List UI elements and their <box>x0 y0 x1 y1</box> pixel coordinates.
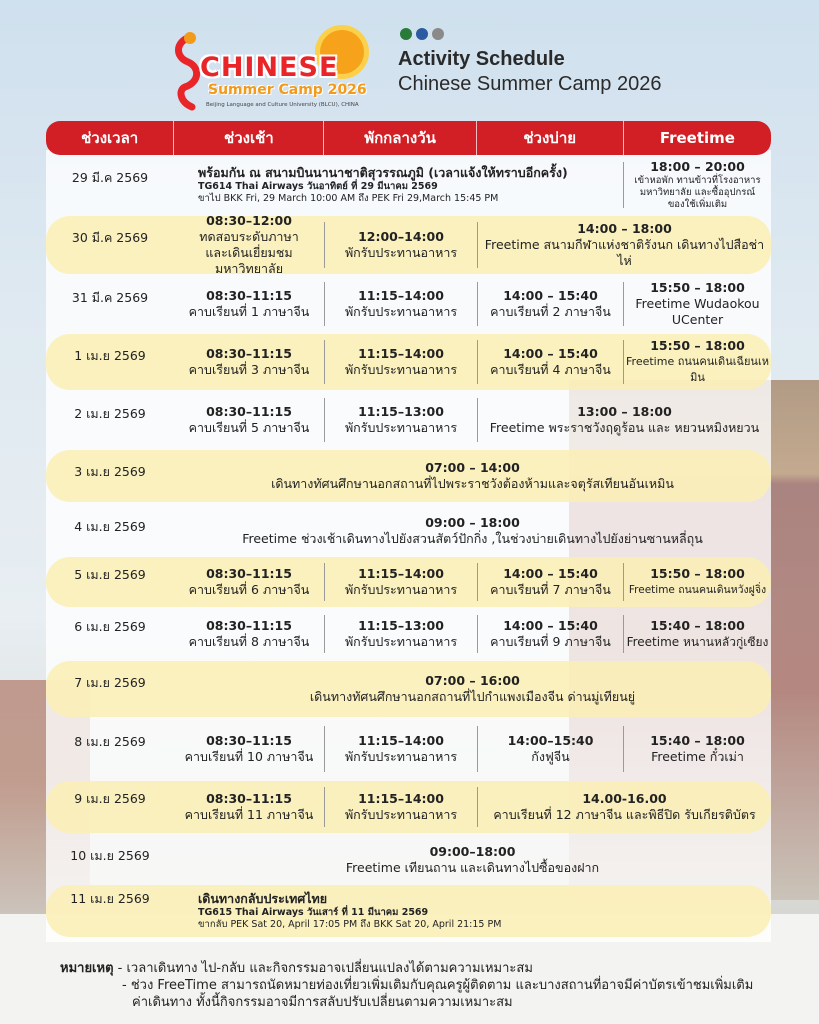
column-header: ช่วงบ่าย <box>477 121 624 155</box>
column-header: Freetime <box>659 129 735 147</box>
cell-desc: พักรับประทานอาหาร <box>344 749 458 764</box>
column-header: พักกลางวัน <box>324 121 476 155</box>
cell-desc: เดินทางทัศนศึกษานอกสถานที่ไปพระราชวังต้องห้ามและจตุรัสเทียนอันเหมิน <box>271 476 674 491</box>
cell-desc: Freetime เทียนถาน และเดินทางไปซื้อของฝาก <box>345 860 600 875</box>
cell-time: 11:15–14:00 <box>358 288 444 303</box>
cell-desc: พักรับประทานอาหาร <box>344 807 458 822</box>
cell-desc: พักรับประทานอาหาร <box>344 245 458 260</box>
cell-desc: และเดินเยี่ยมชมมหาวิทยาลัย <box>205 245 293 276</box>
travel-title: พร้อมกัน ณ สนามบินนานาชาติสุวรรณภูมิ (เวลาแจ้งให้ทราบอีกครั้ง) <box>198 165 568 180</box>
cell-time: 08:30–11:15 <box>206 618 292 633</box>
full-day-cell <box>174 836 771 884</box>
afternoon-cell <box>478 276 623 332</box>
freetime-cell <box>624 720 771 778</box>
lunch-cell <box>325 720 477 778</box>
lunch-cell <box>325 557 477 607</box>
table-row <box>46 213 771 276</box>
badge-icon <box>432 28 444 40</box>
afternoon-cell <box>478 720 623 778</box>
afternoon-cell <box>478 557 623 607</box>
cell-desc: พักรับประทานอาหาร <box>344 362 458 377</box>
row-date: 30 มี.ค 2569 <box>71 230 149 245</box>
cell-desc: คาบเรียนที่ 9 ภาษาจีน <box>490 634 611 649</box>
full-day-cell <box>174 505 771 557</box>
row-date: 9 เม.ย 2569 <box>74 791 146 806</box>
cell-time: 08:30–11:15 <box>206 346 292 361</box>
morning-cell <box>174 392 324 448</box>
cell-desc: Freetime Wudaokou <box>635 296 760 311</box>
table-row <box>46 836 771 884</box>
cell-time: 15:50 – 18:00 <box>650 338 745 353</box>
cell-time: 14:00 – 15:40 <box>503 288 598 303</box>
cell-desc: เดินทางทัศนศึกษานอกสถานที่ไปกำแพงเมืองจีน ด่านมู่เทียนยู่ <box>309 689 636 704</box>
cell-desc: พักรับประทานอาหาร <box>344 420 458 435</box>
travel-cell <box>198 156 628 214</box>
cell-time: 07:00 – 16:00 <box>425 673 520 688</box>
note-line: ค่าเดินทาง ทั้งนี้กิจกรรมอาจมีการสลับปรับเปลี่ยนตามความเหมาะสม <box>132 995 513 1010</box>
cell-desc: คาบเรียนที่ 4 ภาษาจีน <box>490 362 611 377</box>
cell-time: 08:30–11:15 <box>206 733 292 748</box>
cell-desc: คาบเรียนที่ 6 ภาษาจีน <box>188 582 310 597</box>
cell-time: 08:30–11:15 <box>206 404 292 419</box>
note-line: - เวลาเดินทาง ไป-กลับ และกิจกรรมอาจเปลี่ยนแปลงได้ตามความเหมาะสม <box>117 961 533 976</box>
cell-time: 14.00-16.00 <box>582 791 667 806</box>
table-row <box>46 392 771 448</box>
cell-time: 14:00 – 15:40 <box>503 618 598 633</box>
cell-desc: Freetime หนานหลัวกู่เซียง <box>626 635 769 649</box>
row-date: 29 มี.ค 2569 <box>71 170 149 185</box>
cell-desc: คาบเรียนที่ 3 ภาษาจีน <box>188 362 310 377</box>
cell-desc: คาบเรียนที่ 1 ภาษาจีน <box>188 304 310 319</box>
logo-subtitle: Summer Camp 2026 <box>208 82 367 98</box>
travel-route: ขาไป BKK Fri, 29 March 10:00 AM ถึง PEK Fri 29,March 15:45 PM <box>198 193 499 204</box>
morning-cell <box>174 213 324 276</box>
cell-desc: Freetime ถนนคนเดินเฉียนเหมิน <box>626 355 769 384</box>
row-date: 10 เม.ย 2569 <box>70 848 150 863</box>
cell-desc: Freetime สนามกีฬาแห่งชาติรังนก เดินทางไปสือช่าไห่ <box>484 237 765 268</box>
afternoon-cell <box>478 334 623 390</box>
cell-desc: คาบเรียนที่ 7 ภาษาจีน <box>490 582 611 597</box>
travel-flight: TG615 Thai Airways วันเสาร์ ที่ 11 มีนาคม 2569 <box>198 907 429 918</box>
cell-time: 11:15–14:00 <box>358 346 444 361</box>
cell-desc: ทดสอบระดับภาษา <box>199 229 299 244</box>
cell-desc: คาบเรียนที่ 12 ภาษาจีน และพิธีปิด รับเกียรติบัตร <box>493 807 756 822</box>
row-date: 5 เม.ย 2569 <box>74 567 146 582</box>
table-row <box>46 557 771 607</box>
cell-desc: กังฟูจีน <box>531 749 570 764</box>
badge-icon <box>400 28 412 40</box>
page-title <box>398 48 661 96</box>
note-line: - ช่วง FreeTime สามารถนัดหมายท่องเที่ยวเพิ่มเติมกับคุณครูผู้ติดตาม และบางสถานที่อาจมีค่าบัตรเข้าชมเพิ่มเติม <box>122 978 754 993</box>
cell-time: 11:15–13:00 <box>358 404 444 419</box>
table-row <box>46 276 771 332</box>
table-row <box>46 334 771 390</box>
cell-desc: พักรับประทานอาหาร <box>344 304 458 319</box>
cell-time: 15:50 – 18:00 <box>650 280 745 295</box>
freetime-cell <box>624 156 771 214</box>
cell-desc: พักรับประทานอาหาร <box>344 634 458 649</box>
title-line-1: Activity Schedule <box>398 48 565 70</box>
lunch-cell <box>325 392 477 448</box>
travel-title: เดินทางกลับประเทศไทย <box>198 891 328 906</box>
cell-time: 14:00 – 15:40 <box>503 566 598 581</box>
camp-logo <box>170 22 375 122</box>
travel-route: ขากลับ PEK Sat 20, April 17:05 PM ถึง BKK Sat 20, April 21:15 PM <box>198 919 502 930</box>
cell-time: 14:00 – 18:00 <box>577 221 672 236</box>
morning-cell <box>174 557 324 607</box>
cell-time: 08:30–11:15 <box>206 791 292 806</box>
lunch-cell <box>325 216 477 274</box>
table-row <box>46 781 771 833</box>
cell-time: 11:15–14:00 <box>358 566 444 581</box>
cell-time: 11:15–14:00 <box>358 791 444 806</box>
afternoon-cell <box>478 781 771 833</box>
table-row <box>46 885 771 937</box>
travel-cell <box>198 885 628 937</box>
notes <box>60 960 753 1011</box>
morning-cell <box>174 609 324 659</box>
row-date: 3 เม.ย 2569 <box>74 464 146 479</box>
table-row <box>46 661 771 717</box>
cell-desc: พักรับประทานอาหาร <box>344 582 458 597</box>
cell-time: 09:00 – 18:00 <box>425 515 520 530</box>
cell-time: 14:00–15:40 <box>507 733 594 748</box>
freetime-cell <box>624 557 771 607</box>
table-row <box>46 450 771 502</box>
cell-desc: UCenter <box>671 312 724 327</box>
cell-time: 07:00 – 14:00 <box>425 460 520 475</box>
cell-time: 18:00 – 20:00 <box>650 159 745 174</box>
freetime-cell <box>624 276 771 332</box>
cell-desc: คาบเรียนที่ 5 ภาษาจีน <box>188 420 310 435</box>
table-row <box>46 609 771 659</box>
lunch-cell <box>325 276 477 332</box>
lunch-cell <box>325 609 477 659</box>
afternoon-cell <box>478 216 771 274</box>
row-date: 4 เม.ย 2569 <box>74 519 146 534</box>
freetime-cell <box>624 334 771 390</box>
title-line-2: Chinese Summer Camp 2026 <box>398 73 662 95</box>
table-row <box>46 505 771 557</box>
cell-desc: คาบเรียนที่ 10 ภาษาจีน <box>184 749 314 764</box>
table-header <box>46 121 771 155</box>
morning-cell <box>174 334 324 390</box>
travel-flight: TG614 Thai Airways วันอาทิตย์ ที่ 29 มีนาคม 2569 <box>198 181 438 192</box>
table-row <box>46 720 771 778</box>
row-date: 2 เม.ย 2569 <box>74 406 146 421</box>
cell-desc: Freetime พระราชวังฤดูร้อน และ หยวนหมิงหยวน <box>489 420 760 435</box>
full-day-cell <box>174 661 771 717</box>
lunch-cell <box>325 334 477 390</box>
row-date: 31 มี.ค 2569 <box>71 290 149 305</box>
cell-desc: คาบเรียนที่ 11 ภาษาจีน <box>184 807 314 822</box>
cell-desc: Freetime ช่วงเช้าเดินทางไปยังสวนสัตว์ปักกิ่ง ,ในช่วงบ่ายเดินทางไปยังย่านซานหลี่ถุน <box>242 531 703 546</box>
cell-desc: คาบเรียนที่ 8 ภาษาจีน <box>188 634 310 649</box>
row-date: 6 เม.ย 2569 <box>74 619 146 634</box>
freetime-cell <box>624 609 771 659</box>
column-header: ช่วงเช้า <box>174 121 324 155</box>
cell-time: 09:00–18:00 <box>429 844 516 859</box>
cell-time: 08:30–11:15 <box>206 288 292 303</box>
logo-university: Beijing Language and Culture University (BLCU), CHINA <box>206 102 359 108</box>
column-header: ช่วงเวลา <box>46 121 174 155</box>
cell-time: 08:30–11:15 <box>206 566 292 581</box>
cell-time: 11:15–13:00 <box>358 618 444 633</box>
cell-time: 15:40 – 18:00 <box>650 618 745 633</box>
morning-cell <box>174 276 324 332</box>
cell-desc: เข้าหอพัก ทานข้าวที่โรงอาหารมหาวิทยาลัย และซื้ออุปกรณ์ของใช้เพิ่มเติม <box>634 175 761 210</box>
partner-badges <box>400 28 444 40</box>
cell-time: 13:00 – 18:00 <box>577 404 672 419</box>
full-day-cell <box>174 450 771 502</box>
cell-time: 11:15–14:00 <box>358 733 444 748</box>
logo-word: CHINESE <box>200 52 339 83</box>
cell-time: 15:50 – 18:00 <box>650 566 745 581</box>
cell-time: 14:00 – 15:40 <box>503 346 598 361</box>
cell-time: 12:00–14:00 <box>358 229 444 244</box>
row-date: 11 เม.ย 2569 <box>70 891 150 906</box>
afternoon-cell <box>478 392 771 448</box>
cell-time: 15:40 – 18:00 <box>650 733 745 748</box>
row-date: 1 เม.ย 2569 <box>74 348 146 363</box>
cell-time: 08:30–12:00 <box>206 213 292 228</box>
row-date: 7 เม.ย 2569 <box>74 675 146 690</box>
lunch-cell <box>325 781 477 833</box>
badge-icon <box>416 28 428 40</box>
table-row <box>46 156 771 214</box>
cell-desc: Freetime ถนนคนเดินหวังฝูจิ่ง <box>628 584 767 596</box>
cell-desc: คาบเรียนที่ 2 ภาษาจีน <box>490 304 611 319</box>
morning-cell <box>174 720 324 778</box>
row-date: 8 เม.ย 2569 <box>74 734 146 749</box>
afternoon-cell <box>478 609 623 659</box>
notes-label: หมายเหตุ <box>60 961 114 976</box>
cell-desc: Freetime กั๋วเม่า <box>651 749 744 764</box>
morning-cell <box>174 781 324 833</box>
